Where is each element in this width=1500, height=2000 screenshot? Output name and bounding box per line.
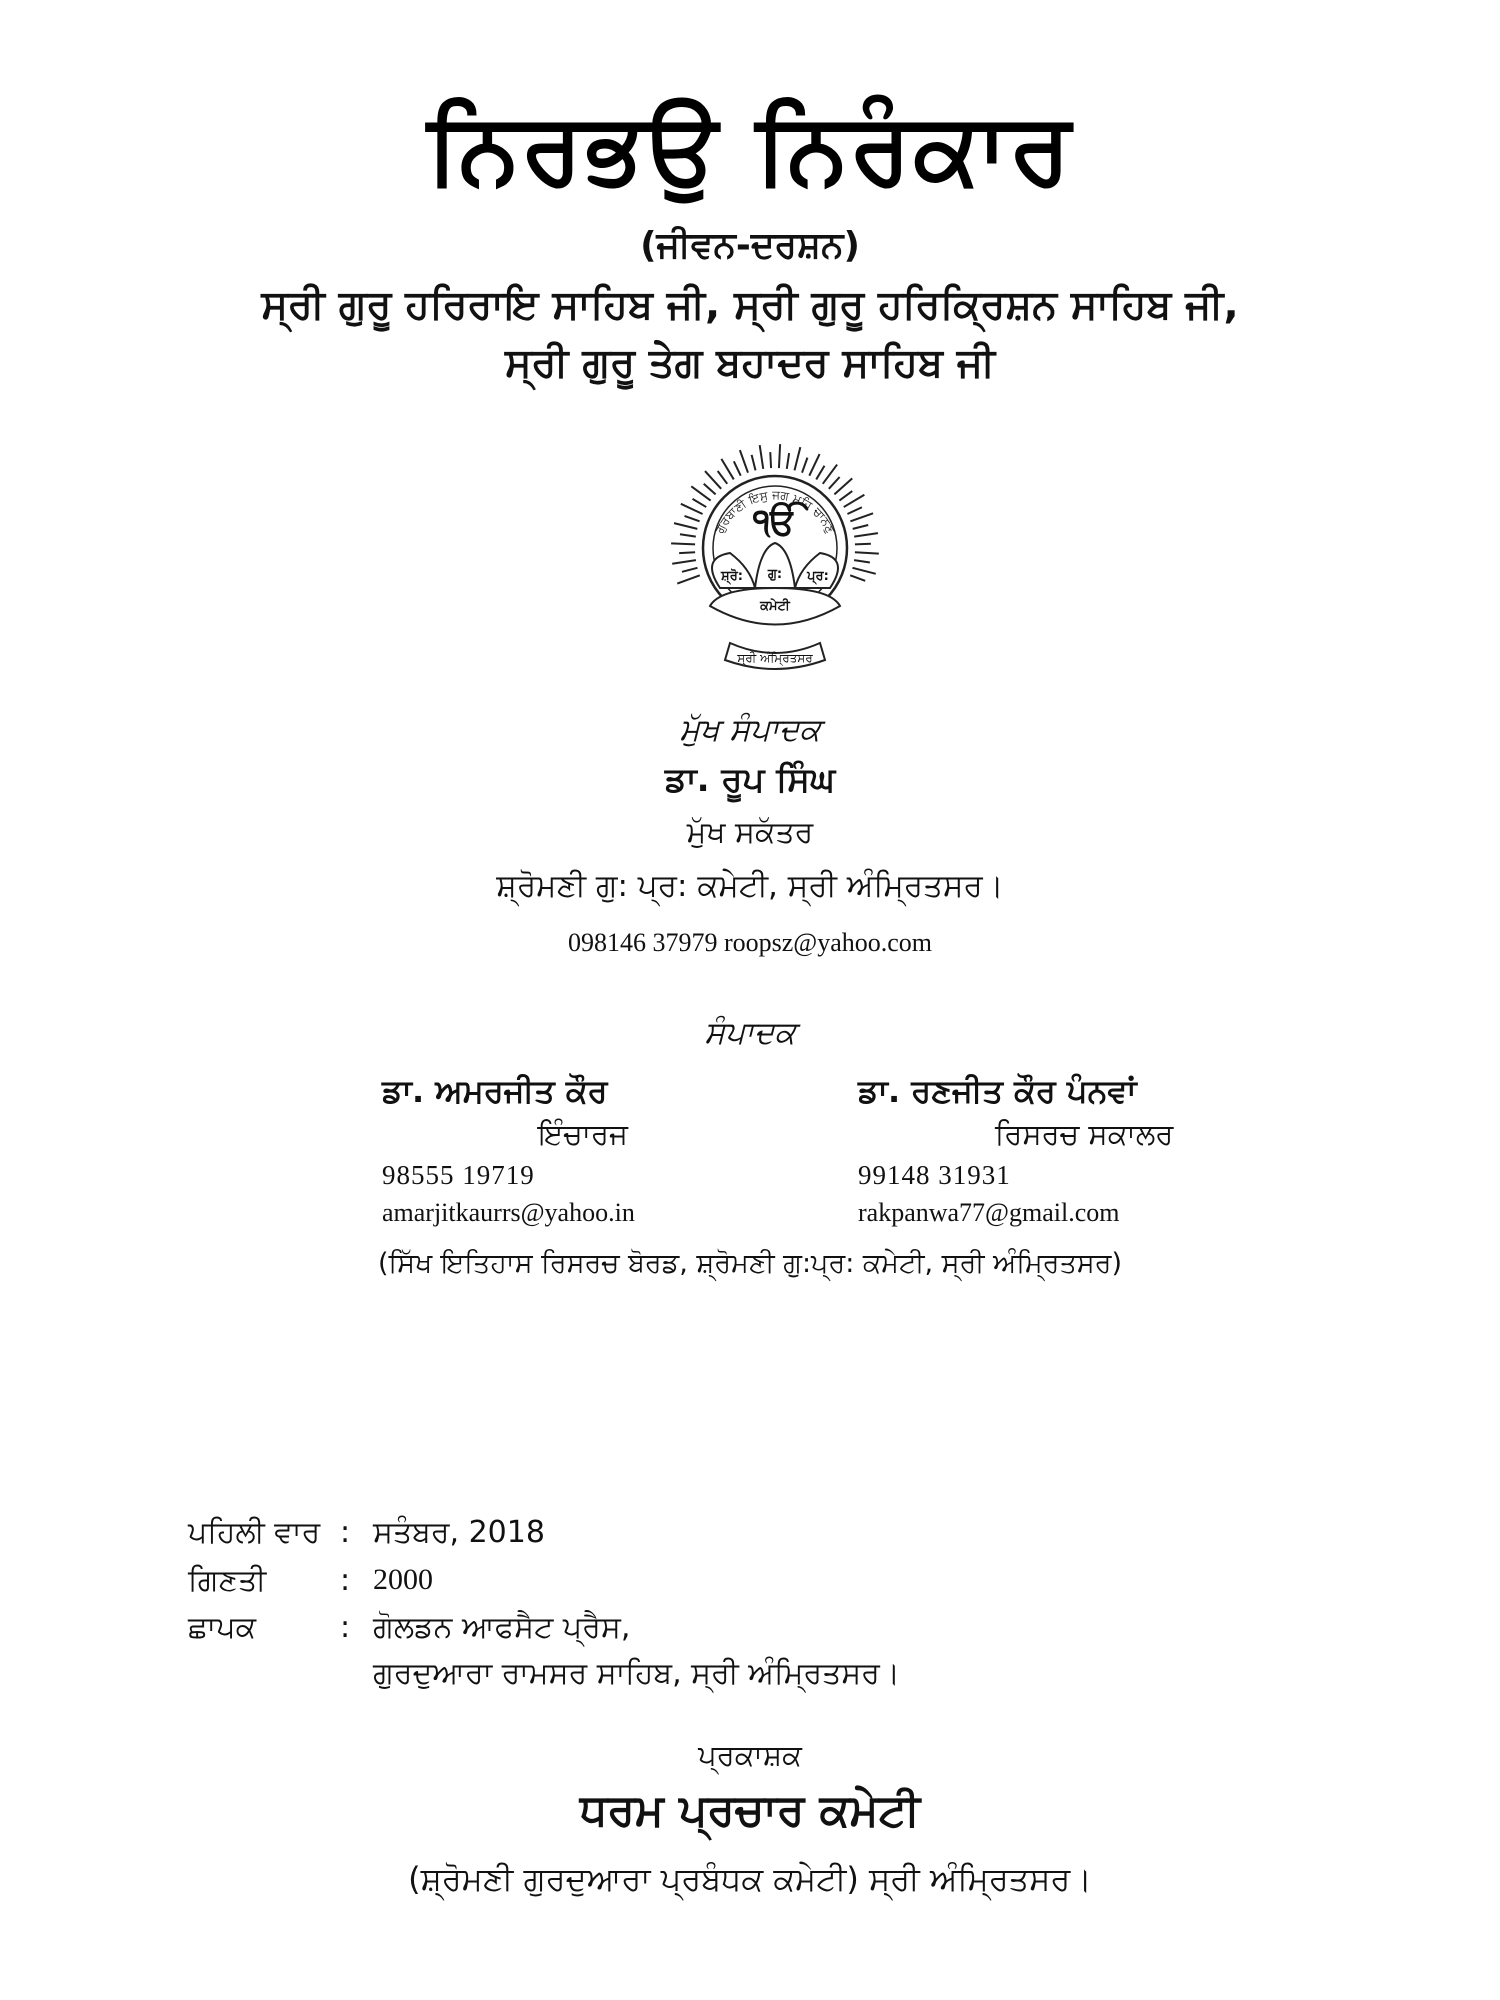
publisher-org: (ਸ਼੍ਰੋਮਣੀ ਗੁਰਦੁਆਰਾ ਪ੍ਰਬੰਧਕ ਕਮੇਟੀ) ਸ੍ਰੀ ਅੰਮ੍ਰਿਤਸਰ।: [408, 1860, 1092, 1898]
emblem-ray: [854, 560, 870, 562]
emblem-ray: [682, 568, 698, 572]
emblem-ray: [809, 454, 819, 476]
imprint-copies-row: [0, 1563, 1500, 1603]
emblem-ray: [850, 513, 873, 521]
printer-label: ਛਾਪਕ: [188, 1610, 257, 1645]
copies-label: ਗਿਣਤੀ: [188, 1563, 267, 1598]
publisher-role: ਪ੍ਰਕਾਸ਼ਕ: [698, 1738, 802, 1772]
emblem-ray: [855, 552, 879, 553]
emblem-ray: [704, 484, 716, 495]
editor-left-email: amarjitkaurrs@yahoo.in: [382, 1198, 635, 1227]
imprint-printer-row-2: [0, 1656, 1500, 1696]
edition-label: ਪਹਿਲੀ ਵਾਰ: [188, 1515, 321, 1550]
ik-onkar-glyph: ੴ: [753, 502, 797, 543]
editor-right-name: ਡਾ. ਰਣਜੀਤ ਕੌਰ ਪੰਨਵਾਂ: [858, 1072, 1137, 1110]
chief-editor-title: ਮੁੱਖ ਸਕੱਤਰ: [686, 815, 814, 850]
emblem-ray: [854, 533, 878, 536]
emblem-ray: [855, 544, 871, 545]
editor-left-phone: 98555 19719: [382, 1160, 535, 1190]
emblem-ray: [679, 552, 695, 553]
imprint-edition-row: [0, 1515, 1500, 1555]
emblem-ray: [850, 575, 865, 580]
emblem-ray: [853, 525, 869, 529]
editor-left-name: ਡਾ. ਅਮਰਜੀਤ ਕੌਰ: [382, 1072, 608, 1110]
emblem-ray: [816, 466, 824, 480]
printer-value-line-1: ਗੋਲਡਨ ਆਫਸੈਟ ਪ੍ਰੈਸ,: [373, 1610, 631, 1645]
book-title: ਨਿਰਭਉ ਨਿਰੰਕਾਰ: [427, 92, 1073, 206]
emblem-bottom-text: ਸ੍ਰੀ ਅੰਮ੍ਰਿਤਸਰ: [737, 651, 813, 665]
emblem-ray: [680, 534, 696, 536]
emblem-ray: [752, 455, 756, 471]
emblem-ray: [718, 471, 728, 484]
emblem-ray: [677, 575, 700, 583]
emblem-ray: [671, 543, 695, 544]
chief-editor-name: ਡਾ. ਰੂਪ ਸਿੰਘ: [664, 760, 836, 800]
emblem-ray: [844, 495, 865, 507]
printer-colon: :: [340, 1610, 351, 1645]
emblem-ray: [681, 504, 703, 514]
sgpc-emblem-icon: [660, 438, 890, 678]
emblem-ray: [672, 560, 696, 564]
emblem-arc-text: ਗੁਰਬਾਣੀ ਇਸੁ ਜਗ ਮਹਿ ਚਾਨਣੁ: [712, 487, 838, 536]
emblem-ray: [740, 450, 748, 473]
imprint-printer-row: [0, 1610, 1500, 1650]
editor-right-email: rakpanwa77@gmail.com: [858, 1198, 1120, 1227]
gurus-line-2: ਸ੍ਰੀ ਗੁਰੂ ਤੇਗ ਬਹਾਦਰ ਸਾਹਿਬ ਜੀ: [504, 340, 996, 386]
book-subtitle: (ਜੀਵਨ-ਦਰਸ਼ਨ): [640, 225, 860, 266]
emblem-right-petal: ਪ੍ਰ:: [807, 569, 829, 584]
emblem-ray: [787, 453, 789, 469]
chief-editor-contact: 098146 37979 roopsz@yahoo.com: [567, 928, 933, 957]
emblem-ray: [760, 445, 764, 469]
emblem-ray: [853, 568, 876, 574]
editors-role: ਸੰਪਾਦਕ: [704, 1015, 796, 1051]
emblem-left-petal: ਸ਼੍ਰੋ:: [721, 569, 743, 584]
research-board-line: (ਸਿੱਖ ਇਤਿਹਾਸ ਰਿਸਰਚ ਬੋਰਡ, ਸ਼੍ਰੋਮਣੀ ਗੁ:ਪ੍ਰ: ਕਮੇਟੀ, ਸ੍ਰੀ ਅੰਮ੍ਰਿਤਸਰ): [377, 1248, 1123, 1279]
copies-value: 2000: [373, 1563, 433, 1596]
emblem-ray: [674, 523, 697, 529]
copies-colon: :: [340, 1563, 351, 1598]
emblem-ray: [734, 461, 741, 475]
emblem-ray: [693, 499, 707, 507]
emblem-ray: [770, 452, 771, 468]
emblem-lower-text: ਕਮੇਟੀ: [760, 599, 790, 614]
emblem-ray: [684, 516, 699, 521]
editor-right-phone: 99148 31931: [858, 1160, 1011, 1190]
emblem-ray: [829, 477, 840, 489]
emblem-middle-petal: ਗੁ:: [767, 567, 783, 582]
editor-right-title: ਰਿਸਰਚ ਸਕਾਲਰ: [995, 1117, 1174, 1151]
printer-value-line-2: ਗੁਰਦੁਆਰਾ ਰਾਮਸਰ ਸਾਹਿਬ, ਸ੍ਰੀ ਅੰਮ੍ਰਿਤਸਰ।: [373, 1656, 901, 1691]
emblem-ray: [839, 491, 852, 500]
chief-editor-role: ਮੁੱਖ ਸੰਪਾਦਕ: [679, 712, 821, 748]
emblem-ray: [802, 458, 807, 473]
emblem-ray: [721, 459, 733, 480]
editor-left-title: ਇੰਚਾਰਜ: [538, 1117, 628, 1151]
edition-colon: :: [340, 1515, 351, 1550]
emblem-ray: [779, 444, 780, 468]
gurus-line-1: ਸ੍ਰੀ ਗੁਰੂ ਹਰਿਰਾਇ ਸਾਹਿਬ ਜੀ, ਸ੍ਰੀ ਗੁਰੂ ਹਰਿਕ੍ਰਿਸ਼ਨ ਸਾਹਿਬ ਜੀ,: [261, 282, 1239, 328]
emblem-ray: [847, 507, 861, 514]
publisher-name: ਧਰਮ ਪ੍ਰਚਾਰ ਕਮੇਟੀ: [579, 1785, 921, 1836]
chief-editor-org: ਸ਼੍ਰੋਮਣੀ ਗੁ: ਪ੍ਰ: ਕਮੇਟੀ, ਸ੍ਰੀ ਅੰਮ੍ਰਿਤਸਰ।: [496, 868, 1004, 904]
emblem-ray: [794, 447, 800, 470]
edition-value: ਸਤੰਬਰ, 2018: [373, 1515, 545, 1550]
